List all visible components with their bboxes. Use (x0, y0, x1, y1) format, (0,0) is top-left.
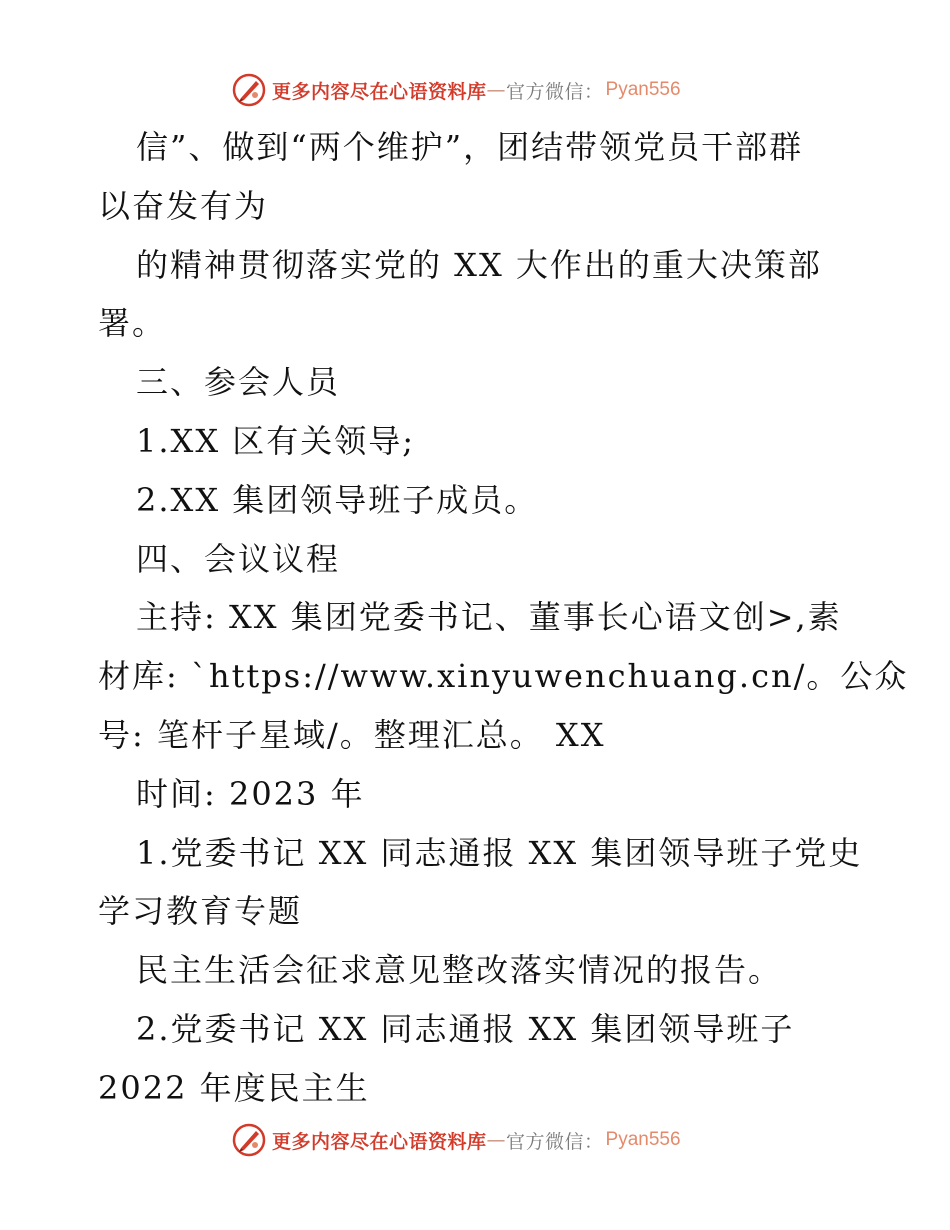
footer-banner (232, 1122, 681, 1158)
banner-dash: — (486, 79, 507, 101)
header-banner (232, 72, 681, 108)
body-line: 民主生活会征求意见整改落实情况的报告。 (136, 951, 783, 990)
quill-pen-logo-icon (232, 73, 266, 107)
banner-wechat-id: Pyan556 (605, 1129, 681, 1150)
list-item: 1.党委书记 XX 同志通报 XX 集团领导班子党史 (136, 833, 863, 872)
body-line: 2022 年度民主生 (98, 1068, 370, 1107)
banner-wechat-id: Pyan556 (605, 79, 681, 100)
body-line: 以奋发有为 (98, 186, 269, 225)
list-item: 2.XX 集团领导班子成员。 (136, 480, 539, 519)
banner-wechat-label: 官方微信： (506, 1130, 604, 1153)
banner-main-text: 更多内容尽在心语资料库 (272, 1130, 487, 1153)
body-line: 信”、做到“两个维护”，团结带领党员干部群 (136, 128, 804, 166)
body-line: 时间: 2023 年 (136, 774, 365, 813)
list-item: 2.党委书记 XX 同志通报 XX 集团领导班子 (136, 1009, 795, 1048)
body-line: 学习教育专题 (98, 892, 303, 931)
section-heading: 四、会议议程 (136, 539, 341, 578)
banner-main-text: 更多内容尽在心语资料库 (272, 80, 487, 103)
body-line: 主持: XX 集团党委书记、董事长心语文创>,素 (136, 598, 842, 637)
body-line: 材库: `https://www.xinyuwenchuang.cn/。公众 (98, 657, 909, 696)
document-body (98, 118, 909, 1118)
banner-dash: — (486, 1129, 507, 1151)
list-item: 1.XX 区有关领导; (136, 421, 416, 460)
section-heading: 三、参会人员 (136, 363, 341, 402)
quill-pen-logo-icon (232, 1123, 266, 1157)
body-line: 署。 (98, 304, 167, 343)
body-line: 的精神贯彻落实党的 XX 大作出的重大决策部 (136, 245, 822, 284)
banner-wechat-label: 官方微信： (506, 80, 604, 103)
body-line: 号: 笔杆子星域/。整理汇总。 XX (98, 715, 606, 754)
